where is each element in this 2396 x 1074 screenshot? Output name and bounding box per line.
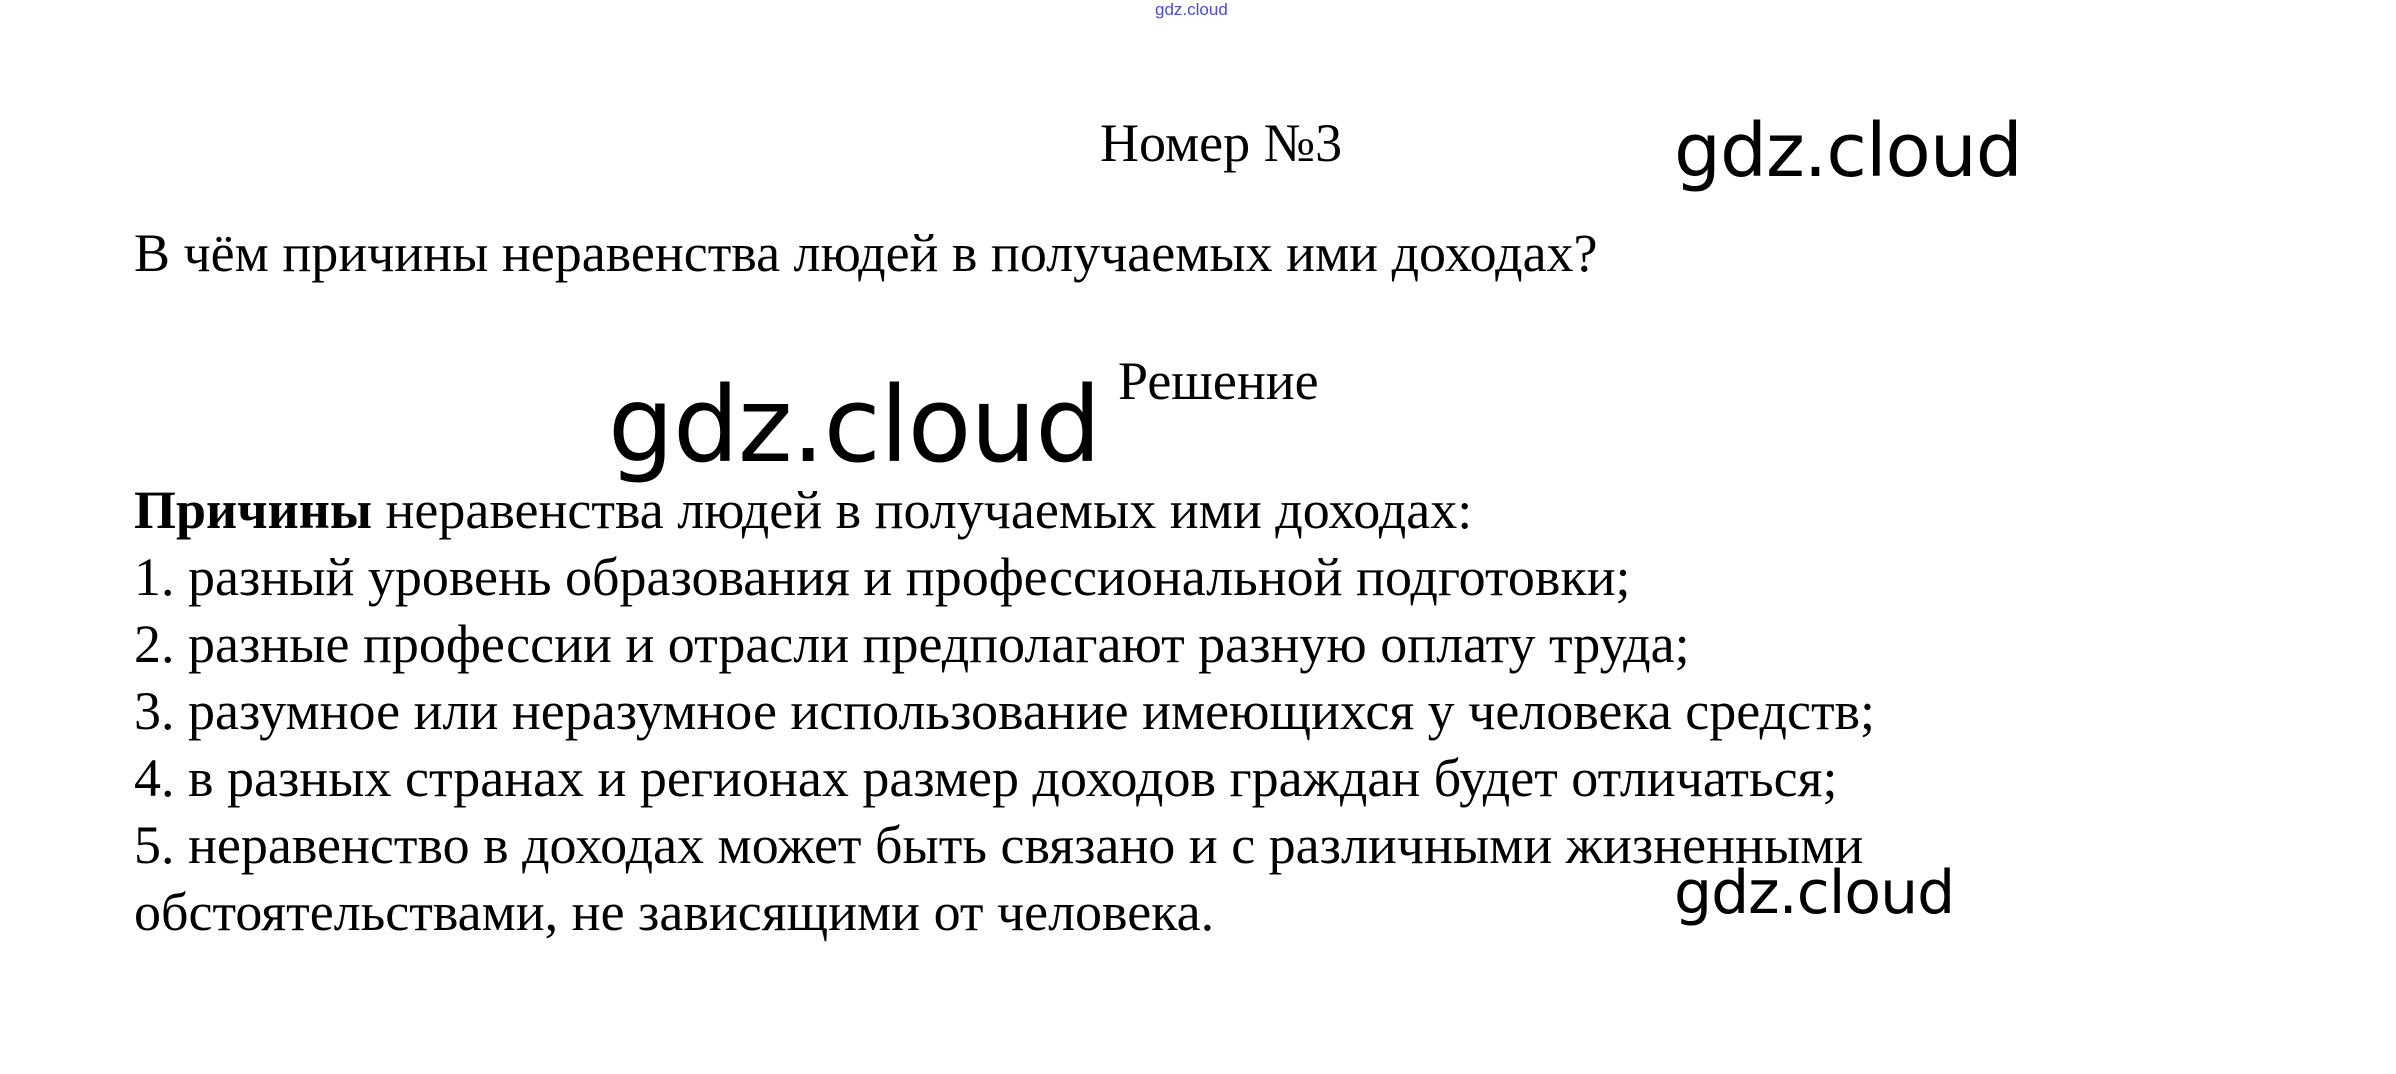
answer-intro-rest: неравенства людей в получаемых ими доходах: — [372, 480, 1473, 540]
answer-item-2: 2. разные профессии и отрасли предполагают разную оплату труда; — [134, 614, 1690, 674]
task-question: В чём причины неравенства людей в получаемых ими доходах? — [134, 223, 1598, 283]
watermark-bottom: gdz.cloud — [1674, 858, 1955, 928]
answer-item-5: 5. неравенство в доходах может быть связано и с различными жизненными — [134, 815, 1864, 875]
answer-item-3: 3. разумное или неразумное использование имеющихся у человека средств; — [134, 681, 1876, 741]
source-tag[interactable]: gdz.cloud — [1155, 0, 1228, 19]
answer-item-4: 4. в разных странах и регионах размер доходов граждан будет отличаться; — [134, 748, 1838, 808]
watermark-top: gdz.cloud — [1674, 108, 2022, 194]
watermark-middle: gdz.cloud — [608, 364, 1101, 486]
solution-answer — [134, 477, 1875, 946]
answer-intro-bold: Причины — [134, 480, 372, 540]
answer-intro — [134, 477, 1875, 544]
answer-item-5-continued: обстоятельствами, не зависящими от человека. — [134, 882, 1215, 942]
answer-item-1: 1. разный уровень образования и профессиональной подготовки; — [134, 547, 1631, 607]
solution-heading: Решение — [1118, 351, 1319, 411]
task-number-title: Номер №3 — [1100, 113, 1343, 173]
